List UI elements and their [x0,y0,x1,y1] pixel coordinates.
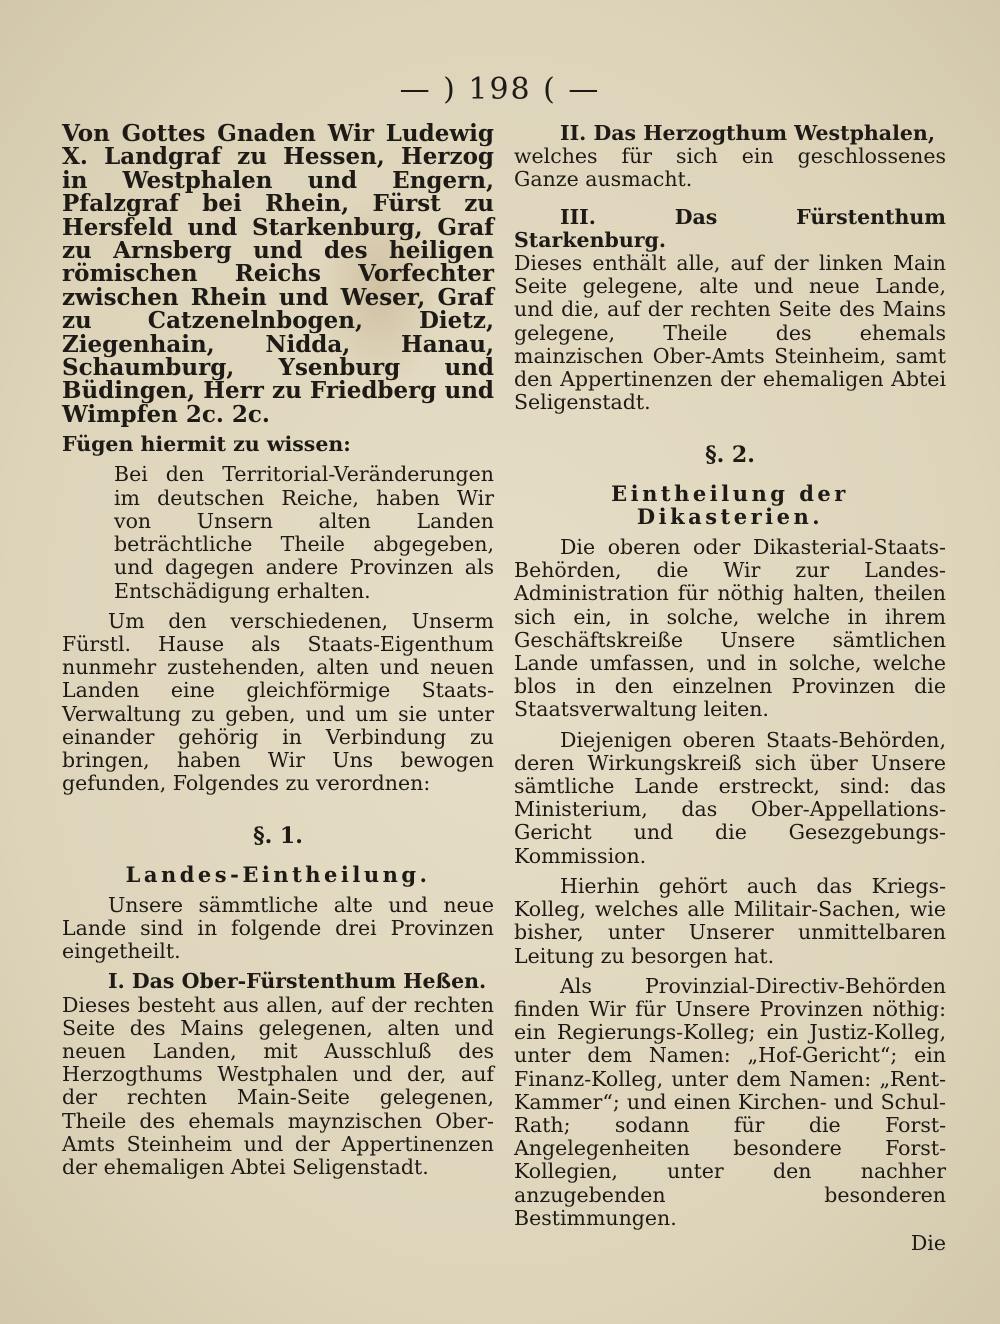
paragraph-territorial-changes: Bei den Territorial-Veränderungen im deutschen Reiche, haben Wir von Unsern alten Landen beträchtliche Theile abgegeben, und dagegen andere Provinzen als Entschädigung erhalten. [114,462,494,603]
paragraph-provinces: Unsere sämmtliche alte und neue Lande sind in folgende drei Provinzen eingetheilt. [62,892,494,964]
section-1-number: §. 1. [253,823,303,850]
page-number: — ) 198 ( — [399,72,601,107]
right-column [514,122,946,1262]
item-1-text: Dieses besteht aus allen, auf der rechten Seite des Mains gelegenen, alten und neuen Landen, mit Ausschluß des Herzogthums Westphalen und der, auf der rechten Main-Seite gelegenen, Theile des ehemals maynzischen Ober-Amts Steinheim und der Appertinenzen der ehemaligen Abtei Seligenstadt. [62,992,494,1179]
item-2-text: welches für sich ein geschlossenes Ganze ausmacht. [514,144,946,192]
intro-line: Fügen hiermit zu wissen: [62,432,351,457]
paragraph-war-college: Hierhin gehört auch das Kriegs-Kolleg, welches alle Militair-Sachen, wie bisher, unter Unserer unmittelbaren Leitung zu besorgen hat. [514,873,946,968]
item-3-text: Dieses enthält alle, auf der linken Main Seite gelegene, alte und neue Lande, und die, auf der rechten Seite des Mains gelegene, Theile des ehemals mainzischen Ober-Amts Steinheim, samt den Appertinenzen der ehemaligen Abtei Seligenstadt. [514,251,946,415]
paragraph-higher-authorities: Diejenigen oberen Staats-Behörden, deren Wirkungskreiß sich über Unsere sämtliche Lande erstreckt, sind: das Ministerium, das Ober-Appellations-Gericht und die Gesezgebungs-Kommission. [514,727,946,868]
item-3-title: III. Das Fürstenthum Starkenburg. [514,204,946,252]
item-1-title: I. Das Ober-Fürstenthum Heßen. [108,969,487,994]
section-1-title: Landes-Eintheilung. [125,861,431,887]
left-column [62,122,494,1186]
paragraph-dikasterial: Die oberen oder Dikasterial-Staats-Behörden, die Wir zur Landes-Administration für nöthig halten, theilen sich ein, in solche, welche in ihrem Geschäftskreiße Unsere sämtlichen Lande umfassen, und in solche, welche blos in den einzelnen Provinzen die Staatsverwaltung leiten. [514,535,946,722]
section-2-title: Eintheilung der Dikasterien. [611,480,849,529]
section-2-number: §. 2. [705,442,755,469]
catchword: Die [910,1230,946,1255]
decree-preamble: Von Gottes Gnaden Wir Ludewig X. Landgraf zu Hessen, Herzog in Westphalen und Engern, Pfalzgraf bei Rhein, Fürst zu Hersfeld und Starkenburg, Graf zu Arnsberg und des heiligen römischen Reichs Vorfechter zwischen Rhein und Weser, Graf zu Catzenelnbogen, Dietz, Ziegenhain, Nidda, Hanau, Schaumburg, Ysenburg und Büdingen, Herr zu Friedberg und Wimpfen 2c. 2c. [62,120,494,428]
item-2-title: II. Das Herzogthum Westphalen, [560,121,935,145]
paragraph-provincial-authorities: Als Provinzial-Directiv-Behörden finden Wir für Unsere Provinzen nöthig: ein Regierungs-Kolleg; ein Justiz-Kolleg, unter dem Namen: „Hof-Gericht“; ein Finanz-Kolleg, unter dem Namen: „Rent-Kammer“; und einen Kirchen- und Schul-Rath; sodann für die Forst-Angelegenheiten besondere Forst-Kollegien, unter den nachher anzugebenden besonderen Bestimmungen. [514,973,946,1230]
paragraph-administration: Um den verschiedenen, Unserm Fürstl. Hause als Staats-Eigenthum nunmehr zustehenden, alten und neuen Landen eine gleichförmige Staats-Verwaltung zu geben, und um sie unter einander gehörig in Verbindung zu bringen, haben Wir Uns bewogen gefunden, Folgendes zu verordnen: [62,608,494,796]
